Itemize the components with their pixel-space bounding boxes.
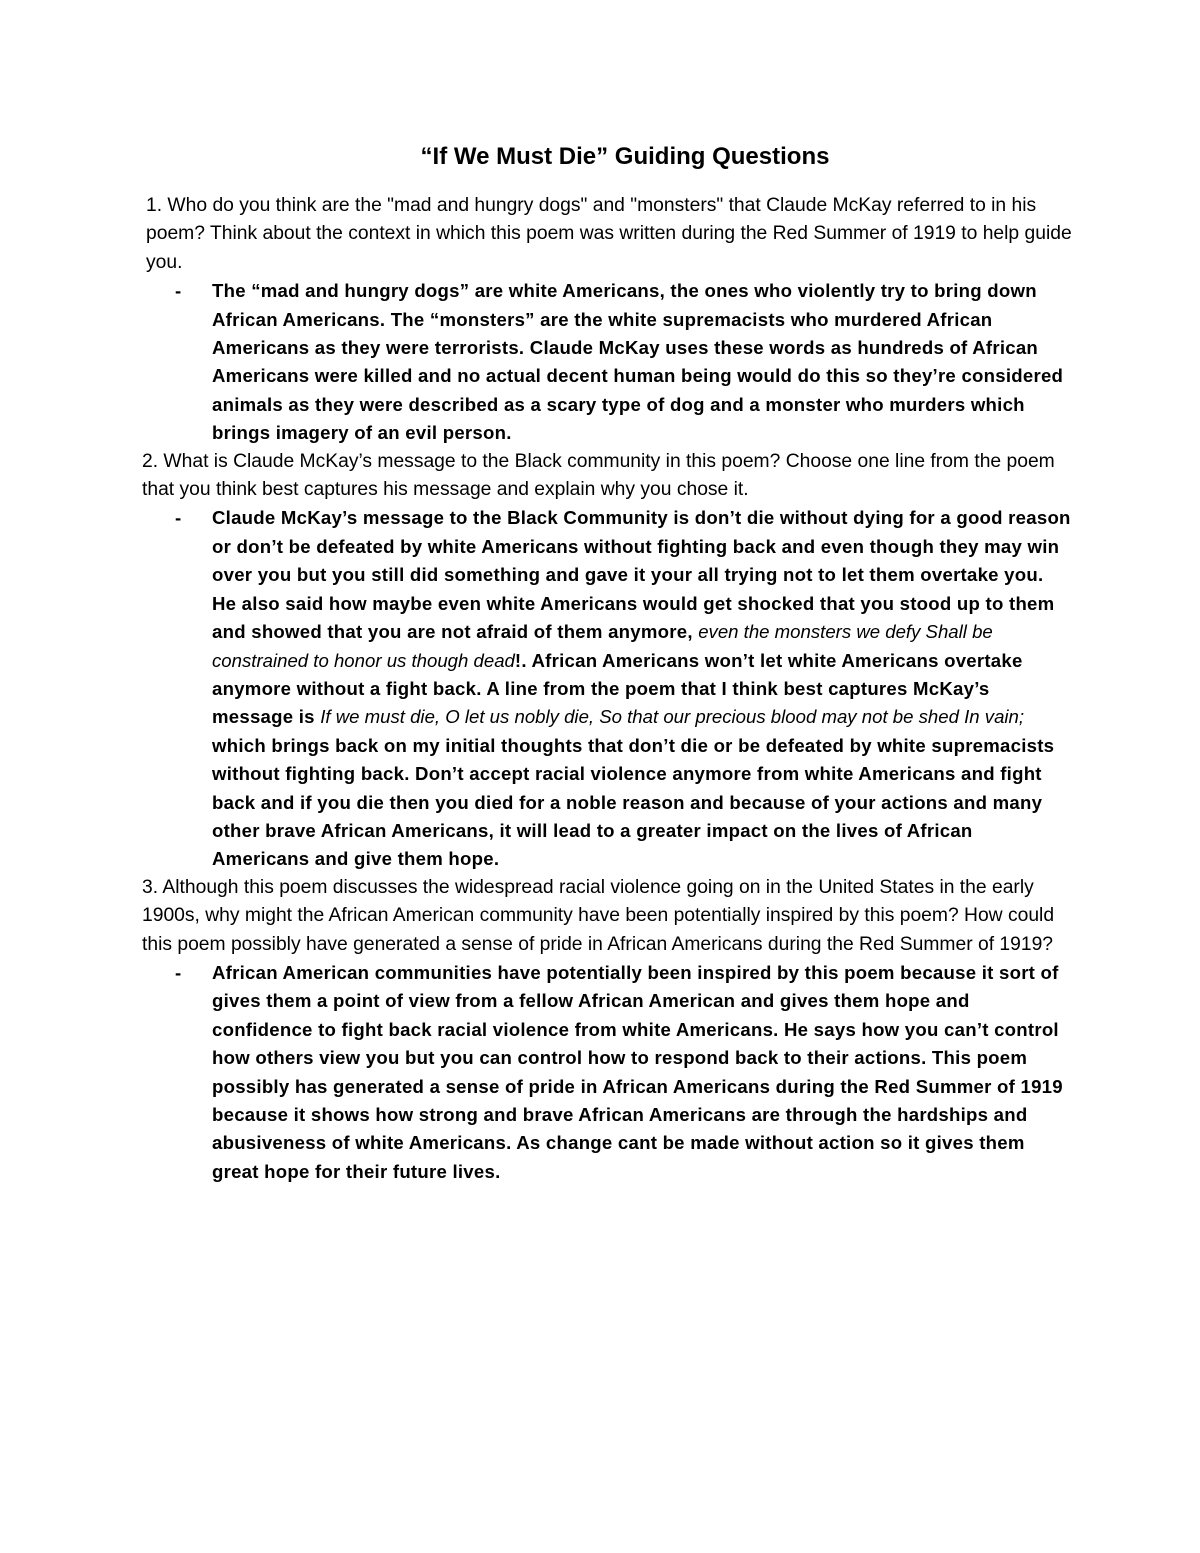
bullet-dash: - — [175, 507, 182, 529]
answer-1-text: The “mad and hungry dogs” are white Americans, the ones who violently try to bring down African Americans. The “monsters” are the white supremacists who murdered African Americans as they were terrorists. Claude McKay uses these words as hundreds of African Americans were killed and no actual decent human being would do this so they’re considered animals as they were described as a scary type of dog and a monster who murders which brings imagery of an evil person. — [212, 280, 1064, 444]
answer-3-text: African American communities have potentially been inspired by this poem because it sort of gives them a point of view from a fellow African American and gives them hope and confidence to fight back racial violence from white Americans. He says how you can’t control how others view you but you can control how to respond back to their actions. This poem possibly has generated a sense of pride in African Americans during the Red Summer of 1919 because it shows how strong and brave African Americans are through the hardships and abusiveness of white Americans. As change cant be made without action so it gives them great hope for their future lives. — [212, 961, 1063, 1182]
poem-quote-1: even the monsters we defy Shall be constrained to honor us though dead — [212, 621, 993, 671]
answer-3 — [142, 959, 1072, 1186]
bullet-dash: - — [175, 961, 182, 983]
answer-2 — [142, 504, 1072, 873]
page-title: “If We Must Die” Guiding Questions — [420, 143, 830, 170]
question-3: 3. Although this poem discusses the widespread racial violence going on in the United States in the early 1900s, why might the African American community have been potentially inspired by this poem? How could this poem possibly have generated a sense of pride in African Americans during the Red Summer of 1919? — [142, 876, 1055, 955]
answer-2-text-part3: which brings back on my initial thoughts that don’t die or be defeated by white supremacists without fighting back. Don’t accept racial violence anymore from white Americans and fight back and if you die then you died for a noble reason and because of your actions and many other brave African Americans, it will lead to a greater impact on the lives of African Americans and give them hope. — [212, 734, 1055, 870]
document-page — [142, 140, 1072, 1186]
question-1: 1. Who do you think are the "mad and hungry dogs" and "monsters" that Claude McKay referred to in his poem? Think about the context in which this poem was written during the Red Summer of 1919 to help guide you. — [146, 195, 1072, 273]
poem-quote-2: If we must die, O let us nobly die, So that our precious blood may not be shed In vain; — [320, 706, 1025, 728]
answer-2-text-part1: Claude McKay’s message to the Black Community is don’t die without dying for a good reason or don’t be defeated by white Americans without fighting back and even though they may win over you but you still did something and gave it your all trying not to let them overtake you. He also said how maybe even white Americans would get shocked that you stood up to them and showed that you are not afraid of them anymore, — [212, 507, 1071, 643]
answer-2-text-part2: !. African Americans won’t let white Americans overtake anymore without a fight back. A line from the poem that I think best captures McKay’s message is — [212, 649, 1023, 728]
question-2: 2. What is Claude McKay’s message to the Black community in this poem? Choose one line from the poem that you think best captures his message and explain why you chose it. — [142, 450, 1055, 501]
bullet-dash: - — [175, 280, 182, 302]
answer-1 — [142, 277, 1072, 447]
